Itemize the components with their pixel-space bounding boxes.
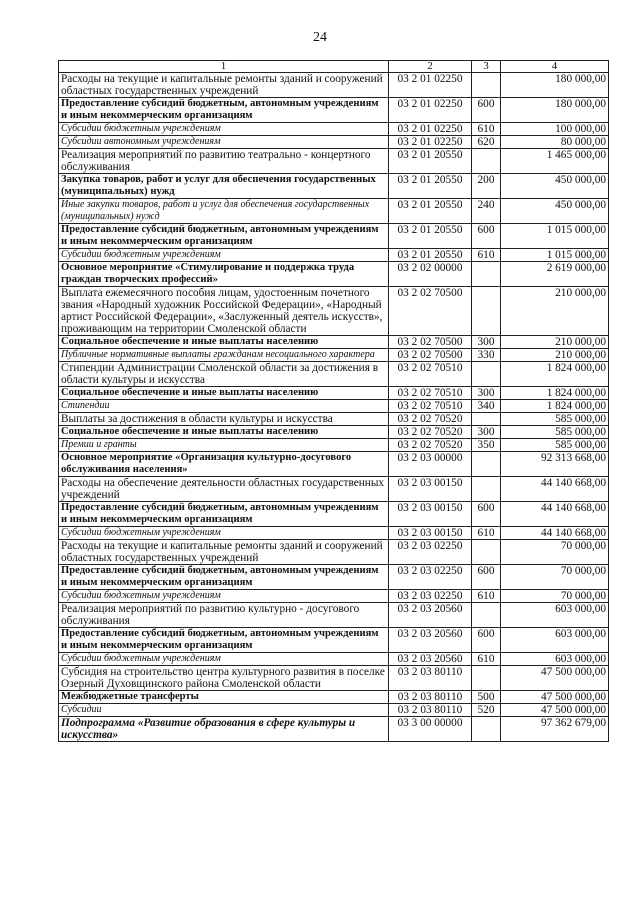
row-kvr: 330 <box>472 349 501 362</box>
row-kvr: 610 <box>472 653 501 666</box>
row-code: 03 2 03 20560 <box>389 653 472 666</box>
row-amount: 210 000,00 <box>501 287 609 336</box>
row-amount: 47 500 000,00 <box>501 666 609 691</box>
row-kvr: 300 <box>472 387 501 400</box>
row-code: 03 2 03 80110 <box>389 691 472 704</box>
table-row <box>59 123 609 136</box>
row-amount: 603 000,00 <box>501 653 609 666</box>
row-amount: 1 824 000,00 <box>501 400 609 413</box>
row-amount: 585 000,00 <box>501 439 609 452</box>
row-code: 03 2 03 00150 <box>389 477 472 502</box>
row-code: 03 2 01 20550 <box>389 149 472 174</box>
table-row <box>59 387 609 400</box>
table-row <box>59 249 609 262</box>
row-name: Закупка товаров, работ и услуг для обеспечения государственных (муниципальных) нужд <box>59 174 389 199</box>
page-number: 24 <box>313 30 327 45</box>
row-name: Расходы на текущие и капитальные ремонты зданий и сооружений областных государственных учреждений <box>59 73 389 98</box>
table-row <box>59 336 609 349</box>
row-amount: 92 313 668,00 <box>501 452 609 477</box>
row-amount: 47 500 000,00 <box>501 704 609 717</box>
row-name: Субсидии бюджетным учреждениям <box>59 249 389 262</box>
row-kvr: 240 <box>472 199 501 224</box>
row-name: Межбюджетные трансферты <box>59 691 389 704</box>
row-kvr: 610 <box>472 249 501 262</box>
row-code: 03 2 01 20550 <box>389 224 472 249</box>
table-row <box>59 149 609 174</box>
row-amount: 1 824 000,00 <box>501 387 609 400</box>
row-code: 03 2 03 20560 <box>389 628 472 653</box>
row-code: 03 2 03 80110 <box>389 666 472 691</box>
row-amount: 210 000,00 <box>501 336 609 349</box>
row-code: 03 2 03 00000 <box>389 452 472 477</box>
row-name: Стипендии Администрации Смоленской области за достижения в области культуры и искусства <box>59 362 389 387</box>
row-name: Основное мероприятие «Организация культурно-досугового обслуживания населения» <box>59 452 389 477</box>
row-code: 03 2 01 02250 <box>389 73 472 98</box>
row-code: 03 2 02 70520 <box>389 426 472 439</box>
row-name: Социальное обеспечение и иные выплаты населению <box>59 336 389 349</box>
table-row <box>59 477 609 502</box>
row-kvr: 610 <box>472 527 501 540</box>
header-col-1: 1 <box>59 61 389 73</box>
row-amount: 70 000,00 <box>501 540 609 565</box>
row-name: Выплаты за достижения в области культуры и искусства <box>59 413 389 426</box>
row-amount: 180 000,00 <box>501 98 609 123</box>
row-kvr <box>472 540 501 565</box>
row-kvr: 620 <box>472 136 501 149</box>
row-kvr <box>472 262 501 287</box>
table-row <box>59 691 609 704</box>
table-header <box>59 61 609 73</box>
table-row <box>59 287 609 336</box>
table-row <box>59 199 609 224</box>
row-code: 03 2 01 20550 <box>389 174 472 199</box>
row-name: Субсидии <box>59 704 389 717</box>
table-row <box>59 653 609 666</box>
row-code: 03 2 03 02250 <box>389 540 472 565</box>
row-kvr <box>472 149 501 174</box>
row-name: Подпрограмма «Развитие образования в сфере культуры и искусства» <box>59 717 389 742</box>
row-name: Стипендии <box>59 400 389 413</box>
row-kvr <box>472 477 501 502</box>
row-code: 03 2 02 70510 <box>389 387 472 400</box>
table-row <box>59 527 609 540</box>
header-col-4: 4 <box>501 61 609 73</box>
header-col-3: 3 <box>472 61 501 73</box>
table-row <box>59 590 609 603</box>
row-name: Иные закупки товаров, работ и услуг для обеспечения государственных (муниципальных) нужд <box>59 199 389 224</box>
table-row <box>59 540 609 565</box>
row-amount: 100 000,00 <box>501 123 609 136</box>
row-name: Предоставление субсидий бюджетным, автономным учреждениям и иным некоммерческим организациям <box>59 98 389 123</box>
table-row <box>59 349 609 362</box>
row-name: Премии и гранты <box>59 439 389 452</box>
row-kvr <box>472 603 501 628</box>
row-code: 03 2 01 02250 <box>389 123 472 136</box>
table-row <box>59 704 609 717</box>
row-kvr: 600 <box>472 628 501 653</box>
row-code: 03 2 03 00150 <box>389 527 472 540</box>
row-code: 03 2 01 20550 <box>389 249 472 262</box>
table-row <box>59 174 609 199</box>
row-amount: 603 000,00 <box>501 628 609 653</box>
row-kvr <box>472 73 501 98</box>
table-row <box>59 666 609 691</box>
row-code: 03 2 02 70500 <box>389 287 472 336</box>
row-kvr: 600 <box>472 224 501 249</box>
row-kvr: 300 <box>472 426 501 439</box>
table-row <box>59 400 609 413</box>
row-name: Расходы на текущие и капитальные ремонты зданий и сооружений областных государственных учреждений <box>59 540 389 565</box>
row-kvr <box>472 413 501 426</box>
row-amount: 44 140 668,00 <box>501 502 609 527</box>
row-code: 03 3 00 00000 <box>389 717 472 742</box>
row-name: Предоставление субсидий бюджетным, автономным учреждениям и иным некоммерческим организациям <box>59 224 389 249</box>
row-amount: 450 000,00 <box>501 199 609 224</box>
row-amount: 1 015 000,00 <box>501 224 609 249</box>
row-name: Предоставление субсидий бюджетным, автономным учреждениям и иным некоммерческим организациям <box>59 565 389 590</box>
row-amount: 80 000,00 <box>501 136 609 149</box>
table-row <box>59 413 609 426</box>
row-code: 03 2 02 70510 <box>389 362 472 387</box>
row-code: 03 2 02 70520 <box>389 439 472 452</box>
row-amount: 1 824 000,00 <box>501 362 609 387</box>
row-name: Социальное обеспечение и иные выплаты населению <box>59 387 389 400</box>
row-amount: 47 500 000,00 <box>501 691 609 704</box>
row-kvr <box>472 452 501 477</box>
row-amount: 585 000,00 <box>501 426 609 439</box>
row-name: Субсидии бюджетным учреждениям <box>59 123 389 136</box>
row-amount: 70 000,00 <box>501 565 609 590</box>
row-amount: 210 000,00 <box>501 349 609 362</box>
row-name: Расходы на обеспечение деятельности областных государственных учреждений <box>59 477 389 502</box>
table-row <box>59 628 609 653</box>
row-kvr: 500 <box>472 691 501 704</box>
row-amount: 1 015 000,00 <box>501 249 609 262</box>
row-code: 03 2 03 00150 <box>389 502 472 527</box>
row-name: Реализация мероприятий по развитию культурно - досугового обслуживания <box>59 603 389 628</box>
row-code: 03 2 02 70500 <box>389 336 472 349</box>
row-kvr: 350 <box>472 439 501 452</box>
table-row <box>59 426 609 439</box>
row-code: 03 2 01 20550 <box>389 199 472 224</box>
row-amount: 44 140 668,00 <box>501 477 609 502</box>
row-kvr: 600 <box>472 565 501 590</box>
row-name: Предоставление субсидий бюджетным, автономным учреждениям и иным некоммерческим организациям <box>59 502 389 527</box>
row-name: Субсидии бюджетным учреждениям <box>59 527 389 540</box>
row-kvr <box>472 666 501 691</box>
row-name: Выплата ежемесячного пособия лицам, удостоенным почетного звания «Народный художник Российской Федерации», «Народный артист Российской Федерации», «Заслуженный деятель искусств», проживающим на территории Смоленской области <box>59 287 389 336</box>
row-code: 03 2 03 02250 <box>389 590 472 603</box>
row-amount: 70 000,00 <box>501 590 609 603</box>
row-kvr: 300 <box>472 336 501 349</box>
table-row <box>59 717 609 742</box>
header-col-2: 2 <box>389 61 472 73</box>
table-row <box>59 362 609 387</box>
row-kvr: 610 <box>472 123 501 136</box>
row-name: Субсидии автономным учреждениям <box>59 136 389 149</box>
row-name: Субсидии бюджетным учреждениям <box>59 590 389 603</box>
row-code: 03 2 01 02250 <box>389 136 472 149</box>
row-amount: 450 000,00 <box>501 174 609 199</box>
table-body <box>59 73 609 742</box>
table-row <box>59 224 609 249</box>
row-name: Субсидии бюджетным учреждениям <box>59 653 389 666</box>
row-name: Предоставление субсидий бюджетным, автономным учреждениям и иным некоммерческим организациям <box>59 628 389 653</box>
row-code: 03 2 02 70500 <box>389 349 472 362</box>
table-row <box>59 98 609 123</box>
row-kvr: 600 <box>472 98 501 123</box>
row-code: 03 2 02 70510 <box>389 400 472 413</box>
row-name: Основное мероприятие «Стимулирование и поддержка труда граждан творческих профессий» <box>59 262 389 287</box>
row-kvr <box>472 287 501 336</box>
row-kvr: 520 <box>472 704 501 717</box>
row-amount: 180 000,00 <box>501 73 609 98</box>
table-row <box>59 439 609 452</box>
row-kvr <box>472 717 501 742</box>
row-amount: 97 362 679,00 <box>501 717 609 742</box>
row-code: 03 2 01 02250 <box>389 98 472 123</box>
row-name: Реализация мероприятий по развитию театрально - концертного обслуживания <box>59 149 389 174</box>
row-code: 03 2 03 20560 <box>389 603 472 628</box>
table-row <box>59 262 609 287</box>
row-kvr: 340 <box>472 400 501 413</box>
row-amount: 603 000,00 <box>501 603 609 628</box>
budget-table <box>58 60 609 742</box>
row-code: 03 2 03 02250 <box>389 565 472 590</box>
row-code: 03 2 02 00000 <box>389 262 472 287</box>
table-row <box>59 452 609 477</box>
table-row <box>59 73 609 98</box>
row-kvr: 200 <box>472 174 501 199</box>
row-kvr: 600 <box>472 502 501 527</box>
row-amount: 44 140 668,00 <box>501 527 609 540</box>
table-row <box>59 502 609 527</box>
row-name: Публичные нормативные выплаты гражданам несоциального характера <box>59 349 389 362</box>
row-code: 03 2 02 70520 <box>389 413 472 426</box>
table-row <box>59 136 609 149</box>
row-name: Субсидия на строительство центра культурного развития в поселке Озерный Духовщинского района Смоленской области <box>59 666 389 691</box>
row-amount: 585 000,00 <box>501 413 609 426</box>
row-kvr <box>472 362 501 387</box>
table-row <box>59 565 609 590</box>
row-amount: 1 465 000,00 <box>501 149 609 174</box>
row-code: 03 2 03 80110 <box>389 704 472 717</box>
table-row <box>59 603 609 628</box>
row-kvr: 610 <box>472 590 501 603</box>
row-amount: 2 619 000,00 <box>501 262 609 287</box>
row-name: Социальное обеспечение и иные выплаты населению <box>59 426 389 439</box>
